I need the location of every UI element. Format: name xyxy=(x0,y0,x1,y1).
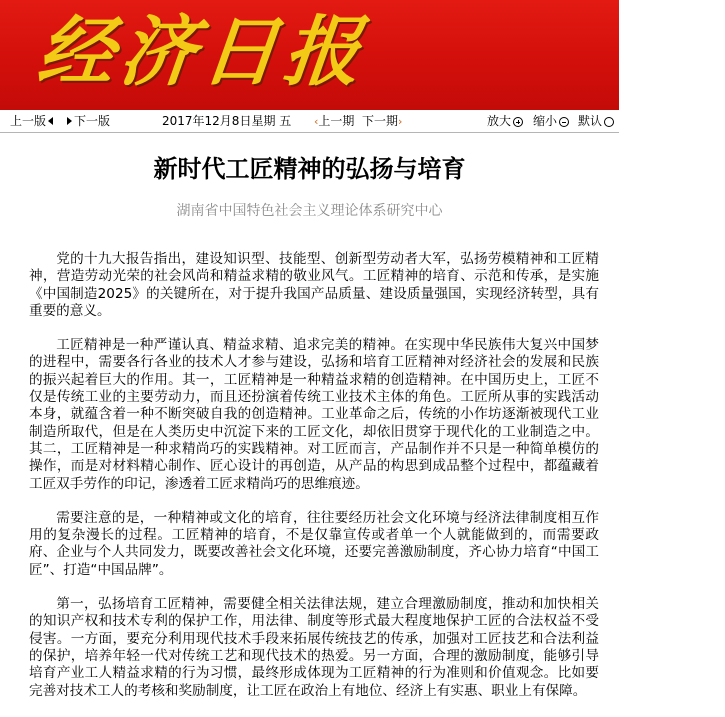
newspaper-masthead xyxy=(0,0,619,110)
masthead-logo-text: 经济日报 xyxy=(33,7,371,96)
zoom-out-icon xyxy=(559,117,569,127)
article-title: 新时代工匠精神的弘扬与培育 xyxy=(153,155,466,183)
zoom-out-button[interactable] xyxy=(533,110,569,132)
next-edition-link[interactable] xyxy=(67,110,110,132)
next-bracket-icon: › xyxy=(398,115,403,128)
zoom-in-label: 放大 xyxy=(487,114,512,128)
article-paragraph: 党的十九大报告指出，建设知识型、技能型、创新型劳动者大军，弘扬劳模精神和工匠精神，营造劳动光荣的社会风尚和精益求精的敬业风气。工匠精神的培育、示范和传承，是实施《中国制造2025》的关键所在，对于提升我国产品质量、建设质量强国，实现经济转型，具有重要的意义。 xyxy=(29,251,599,319)
next-issue-label: 下一期 xyxy=(362,114,399,128)
default-size-icon xyxy=(604,117,614,127)
issue-date: 2017年12月8日星期 五 xyxy=(162,114,292,128)
triangle-left-icon xyxy=(48,117,53,125)
article-paragraph: 第一，弘扬培育工匠精神，需要健全相关法律法规，建立合理激励制度，推动和加快相关的知识产权和技术专利的保护工作，用法律、制度等形式最大程度地保护工匠的合法权益不受侵害。一方面，要充分利用现代技术手段来拓展传统技艺的传承，加强对工匠技艺和合法利益的保护，培养年轻一代对传统工艺和现代技术的热爱。另一方面，合理的激励制度，能够引导培育产业工人精益求精的行为习惯，最终形成体现为工匠精神的行为准则和价值观念。比如要完善对技术工人的考核和奖励制度，让工匠在政治上有地位、经济上有实惠、职业上有保障。 xyxy=(29,596,599,699)
prev-bracket-icon: ‹ xyxy=(314,115,319,128)
zoom-in-icon xyxy=(513,117,523,127)
next-edition-label: 下一版 xyxy=(74,114,111,128)
prev-issue-label: 上一期 xyxy=(318,114,355,128)
default-size-button[interactable] xyxy=(578,110,614,132)
article-byline: 湖南省中国特色社会主义理论体系研究中心 xyxy=(176,203,443,219)
zoom-in-button[interactable] xyxy=(487,110,523,132)
article-body xyxy=(29,251,599,717)
article-paragraph: 需要注意的是，一种精神或文化的培育，往往要经历社会文化环境与经济法律制度相互作用的复杂漫长的过程。工匠精神的培育，不是仅靠宣传或者单一个人就能做到的，而需要政府、企业与个人共同发力，既要改善社会文化环境，还要完善激励制度，齐心协力培育“中国工匠”、打造“中国品牌”。 xyxy=(29,509,599,578)
triangle-right-icon xyxy=(67,117,72,125)
default-size-label: 默认 xyxy=(578,114,603,128)
next-issue-link[interactable] xyxy=(362,110,402,133)
prev-edition-label: 上一版 xyxy=(10,114,47,128)
prev-edition-link[interactable] xyxy=(10,110,53,132)
zoom-out-label: 缩小 xyxy=(533,114,558,128)
edition-navbar xyxy=(0,110,619,133)
prev-issue-link[interactable] xyxy=(314,110,354,133)
article-paragraph: 工匠精神是一种严谨认真、精益求精、追求完美的精神。在实现中华民族伟大复兴中国梦的进程中，需要各行各业的技术人才参与建设，弘扬和培育工匠精神对经济社会的发展和民族的振兴起着巨大的作用。其一，工匠精神是一种精益求精的创造精神。在中国历史上，工匠不仅是传统工业的主要劳动力，而且还扮演着传统工业技术主体的角色。工匠所从事的实践活动本身，就蕴含着一种不断突破自我的创造精神。工业革命之后，传统的小作坊逐渐被现代工业制造所取代，但是在人类历史中沉淀下来的工匠文化，却依旧贯穿于现代化的工业制造之中。其二，工匠精神是一种求精尚巧的实践精神。对工匠而言，产品制作并不只是一种简单模仿的操作，而是对材料精心制作、匠心设计的再创造，从产品的构思到成品整个过程中，都蕴藏着工匠双手劳作的印记，渗透着工匠求精尚巧的思维痕迹。 xyxy=(29,337,599,492)
